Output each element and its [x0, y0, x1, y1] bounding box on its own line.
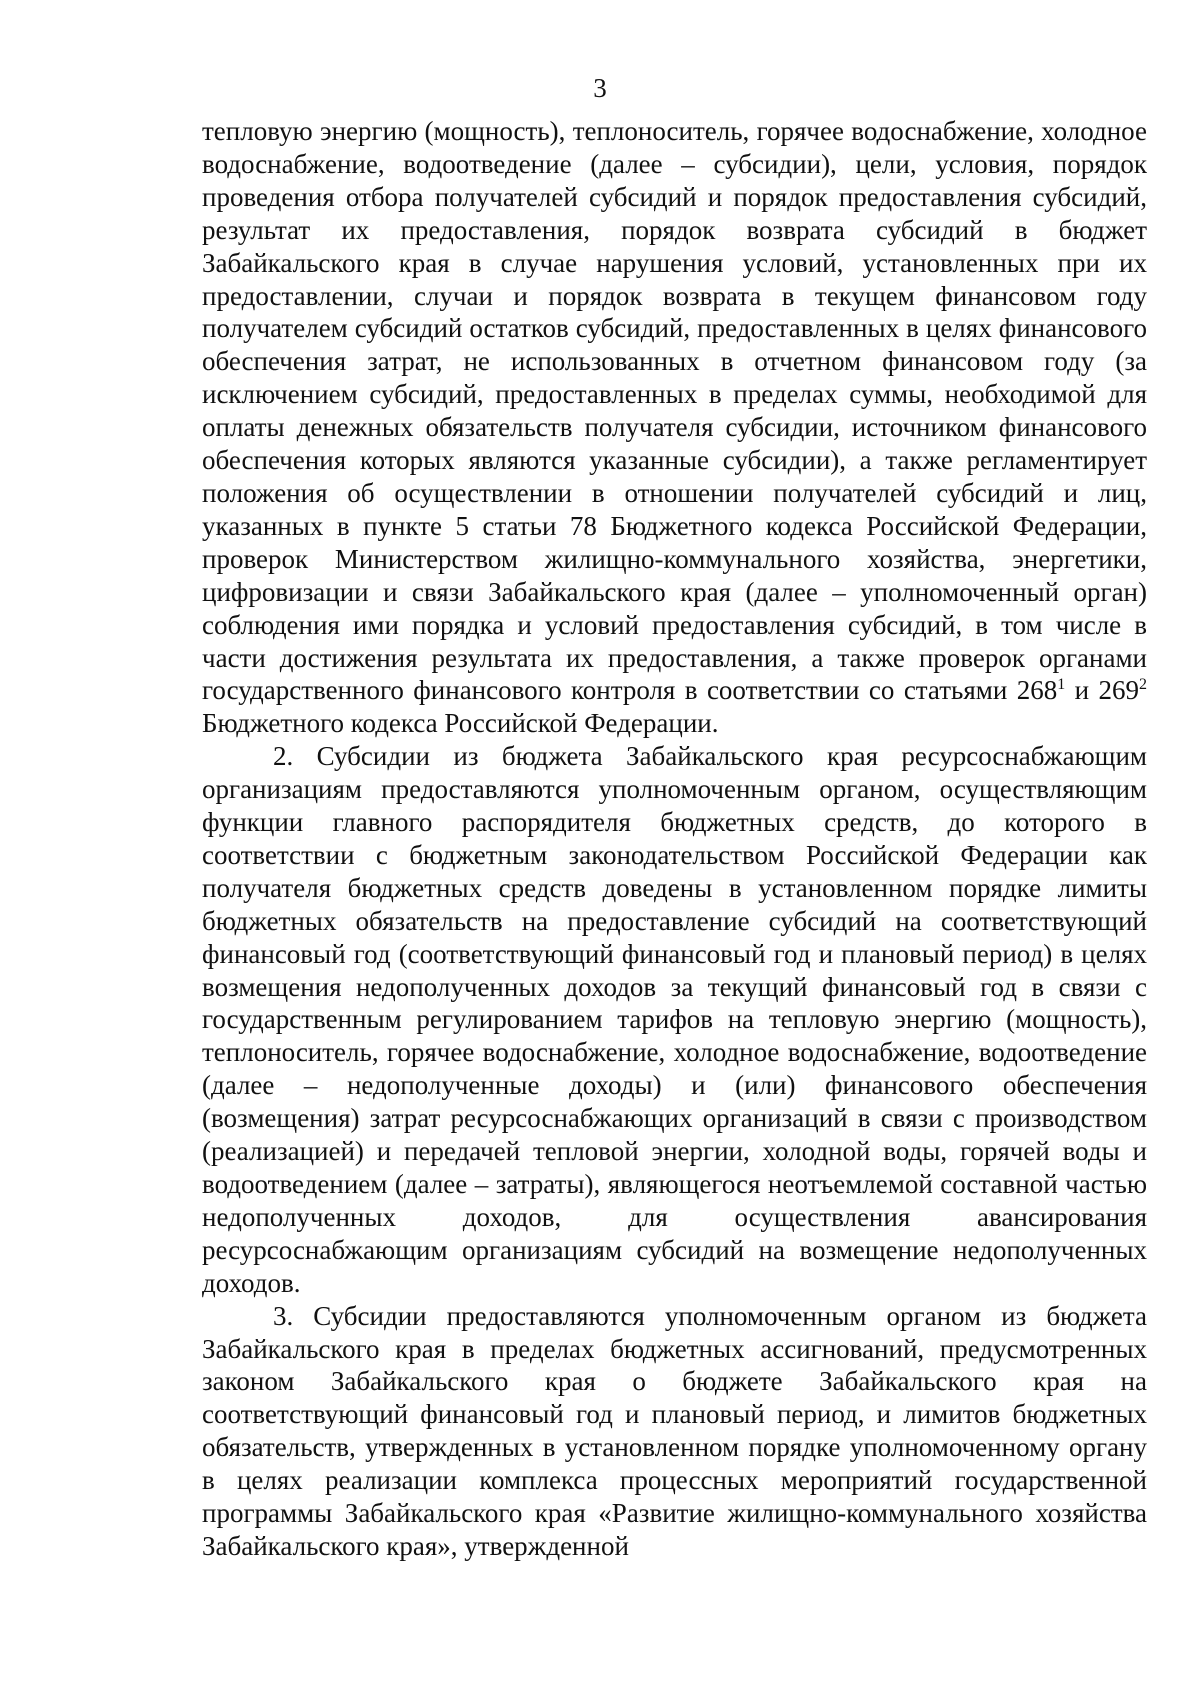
article-269-number: 269	[1098, 675, 1140, 706]
paragraph-2: 2. Субсидии из бюджета Забайкальского края ресурсоснабжающим организациям предоставляются уполномоченным органом, осуществляющим функции главного распорядителя бюджетных средств, до которого в соответствии с бюджетным законодательством Российской Федерации как получателя бюджетных средств доведены в установленном порядке лимиты бюджетных обязательств на предоставление субсидий на соответствующий финансовый год (соответствующий финансовый год и плановый период) в целях возмещения недополученных доходов за текущий финансовый год в связи с государственным регулированием тарифов на тепловую энергию (мощность), теплоноситель, горячее водоснабжение, холодное водоснабжение, водоотведение (далее – недополученные доходы) и (или) финансового обеспечения (возмещения) затрат ресурсоснабжающих организаций в связи с производством (реализацией) и передачей тепловой энергии, холодной воды, горячей воды и водоотведением (далее – затраты), являющегося неотъемлемой составной частью недополученных доходов, для осуществления авансирования ресурсоснабжающим организациям субсидий на возмещение недополученных доходов.	[202, 741, 1147, 1298]
paragraph-1-connector: и	[1065, 675, 1099, 706]
paragraph-1-continuation	[202, 115, 1147, 740]
document-body	[202, 115, 1147, 1563]
article-268-number: 268	[1016, 675, 1058, 706]
paragraph-3: 3. Субсидии предоставляются уполномоченным органом из бюджета Забайкальского края в пределах бюджетных ассигнований, предусмотренных законом Забайкальского края о бюджете Забайкальского края на соответствующий финансовый год и плановый период, и лимитов бюджетных обязательств, утвержденных в установленном порядке уполномоченному органу в целях реализации комплекса процессных мероприятий государственной программы Забайкальского края «Развитие жилищно-коммунального хозяйства Забайкальского края», утвержденной	[202, 1300, 1147, 1561]
paragraph-1-ending: Бюджетного кодекса Российской Федерации.	[202, 708, 719, 739]
article-269-superscript: 2	[1139, 676, 1148, 694]
paragraph-1-text: тепловую энергию (мощность), теплоноситель, горячее водоснабжение, холодное водоснабжение, водоотведение (далее – субсидии), цели, условия, порядок проведения отбора получателей субсидий и порядок предоставления субсидий, результат их предоставления, порядок возврата субсидий в бюджет Забайкальского края в случае нарушения условий, установленных при их предоставлении, случаи и порядок возврата в текущем финансовом году получателем субсидий остатков субсидий, предоставленных в целях финансового обеспечения затрат, не использованных в отчетном финансовом году (за исключением субсидий, предоставленных в пределах суммы, необходимой для оплаты денежных обязательств получателя субсидии, источником финансового обеспечения которых являются указанные субсидии), а также регламентирует положения об осуществлении в отношении получателей субсидий и лиц, указанных в пункте 5 статьи 78 Бюджетного кодекса Российской Федерации, проверок Министерством жилищно-коммунального хозяйства, энергетики, цифровизации и связи Забайкальского края (далее – уполномоченный орган) соблюдения ими порядка и условий предоставления субсидий, в том числе в части достижения результата их предоставления, а также проверок органами государственного финансового контроля в соответствии со статьями	[202, 116, 1147, 706]
page-number: 3	[593, 73, 607, 103]
article-268-superscript: 1	[1057, 676, 1066, 694]
